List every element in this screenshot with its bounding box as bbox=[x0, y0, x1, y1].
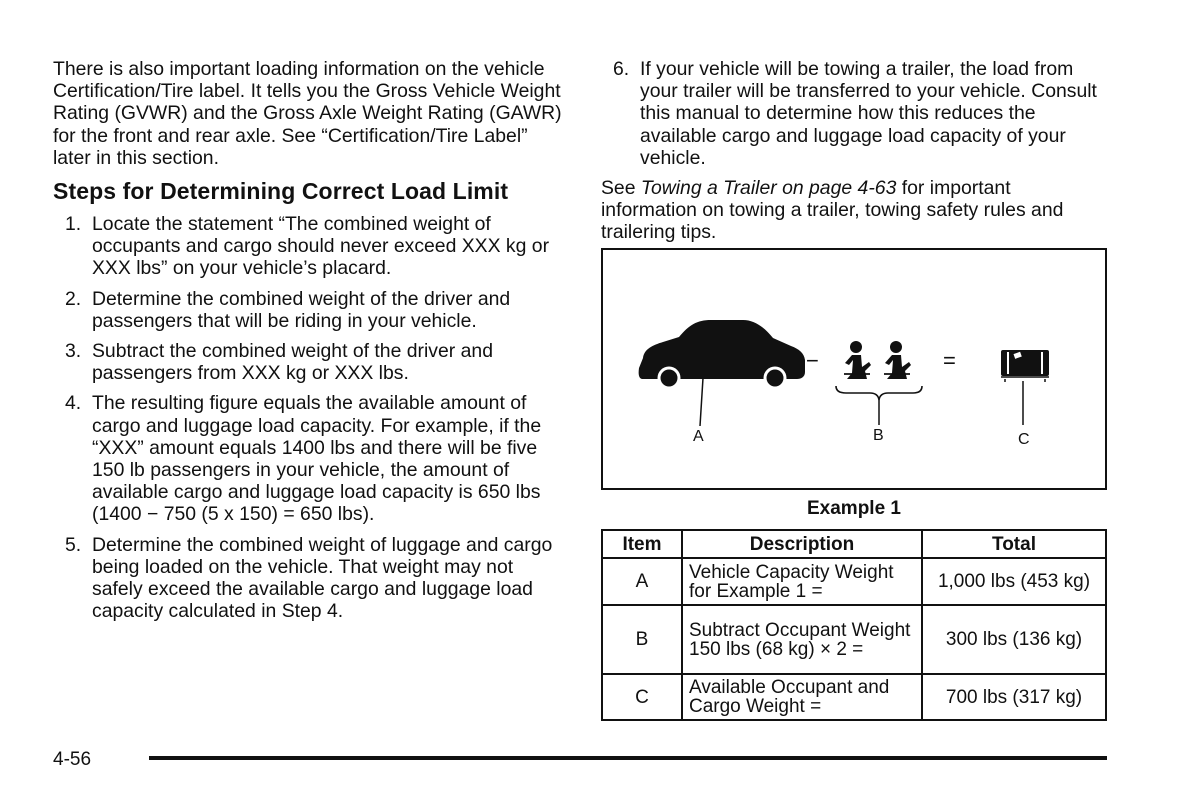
page-number: 4-56 bbox=[53, 749, 92, 770]
step-number: 6. bbox=[613, 58, 630, 80]
step-number: 1. bbox=[65, 213, 82, 236]
right-column bbox=[601, 58, 1107, 244]
step-number: 4. bbox=[65, 392, 82, 415]
total-cell: 700 lbs (317 kg) bbox=[922, 674, 1106, 720]
footer-divider bbox=[149, 756, 1107, 760]
steps-list bbox=[53, 213, 563, 622]
step-number: 3. bbox=[65, 340, 82, 363]
total-cell: 300 lbs (136 kg) bbox=[922, 605, 1106, 674]
step-item bbox=[53, 392, 563, 525]
table-caption: Example 1 bbox=[807, 498, 901, 519]
item-cell: C bbox=[602, 674, 682, 720]
column-header-description: Description bbox=[682, 530, 922, 558]
table-row bbox=[602, 605, 1106, 674]
step-text: Locate the statement “The combined weight of occupants and cargo should never exceed XXX kg or XXX lbs” on your vehicle’s placard. bbox=[92, 213, 550, 280]
load-limit-illustration bbox=[601, 248, 1107, 490]
towing-trailer-link[interactable]: Towing a Trailer on page 4-63 bbox=[640, 177, 897, 200]
label-c: C bbox=[1018, 431, 1030, 448]
table-row bbox=[602, 558, 1106, 605]
equals-sign: = bbox=[943, 348, 956, 373]
description-cell: Available Occupant and Cargo Weight = bbox=[682, 674, 922, 720]
steps-list-continued bbox=[601, 58, 1107, 169]
see-prefix: See bbox=[601, 177, 641, 200]
column-header-total: Total bbox=[922, 530, 1106, 558]
minus-sign: − bbox=[806, 348, 819, 373]
step-text: The resulting figure equals the available amount of cargo and luggage load capacity. For example, if the “XXX” amount equals 1400 lbs and there will be five 150 lb passengers in your vehicle, the amount of available cargo and luggage load capacity is 650 lbs (1400 − 750 (5 x 150) = 650 lbs). bbox=[92, 392, 542, 526]
step-item bbox=[53, 288, 563, 332]
intro-paragraph: There is also important loading information on the vehicle Certification/Tire label. It tells you the Gross Vehicle Weight Rating (GVWR) and the Gross Axle Weight Rating (GAWR) for the front and rear axle. See “Certification/Tire Label” later in this section. bbox=[53, 58, 562, 169]
item-cell: A bbox=[602, 558, 682, 605]
towing-reference-paragraph bbox=[601, 177, 1107, 244]
step-text: Determine the combined weight of the driver and passengers that will be riding in your vehicle. bbox=[92, 287, 511, 332]
left-column bbox=[53, 58, 563, 630]
example-table bbox=[601, 529, 1107, 721]
cargo-icon bbox=[1001, 350, 1049, 425]
description-cell: Vehicle Capacity Weight for Example 1 = bbox=[682, 558, 922, 605]
total-cell: 1,000 lbs (453 kg) bbox=[922, 558, 1106, 605]
see-suffix: for important information on towing a trailer, towing safety rules and trailering tips. bbox=[601, 177, 1064, 244]
step-item bbox=[53, 534, 563, 623]
vehicle-icon bbox=[639, 320, 805, 426]
section-heading: Steps for Determining Correct Load Limit bbox=[53, 178, 509, 205]
step-item bbox=[53, 213, 563, 280]
step-text: Subtract the combined weight of the driver and passengers from XXX kg or XXX lbs. bbox=[92, 340, 493, 385]
description-cell: Subtract Occupant Weight 150 lbs (68 kg) × 2 = bbox=[682, 605, 922, 674]
step-number: 5. bbox=[65, 533, 82, 556]
label-b: B bbox=[873, 427, 884, 444]
step-text: Determine the combined weight of luggage and cargo being loaded on the vehicle. That weight may not safely exceed the available cargo and luggage load capacity calculated in Step 4. bbox=[92, 533, 553, 623]
step-number: 2. bbox=[65, 287, 82, 310]
load-limit-diagram bbox=[603, 250, 1105, 488]
step-item bbox=[53, 340, 563, 384]
occupants-icon bbox=[836, 341, 922, 425]
step-item bbox=[601, 58, 1107, 169]
table-header-row bbox=[602, 530, 1106, 558]
step-text: If your vehicle will be towing a trailer, the load from your trailer will be transferred to your vehicle. Consult this manual to determine how this reduces the available cargo and luggage load capacity of your vehicle. bbox=[640, 58, 1097, 169]
label-a: A bbox=[693, 428, 704, 445]
column-header-item: Item bbox=[602, 530, 682, 558]
table-row bbox=[602, 674, 1106, 720]
item-cell: B bbox=[602, 605, 682, 674]
